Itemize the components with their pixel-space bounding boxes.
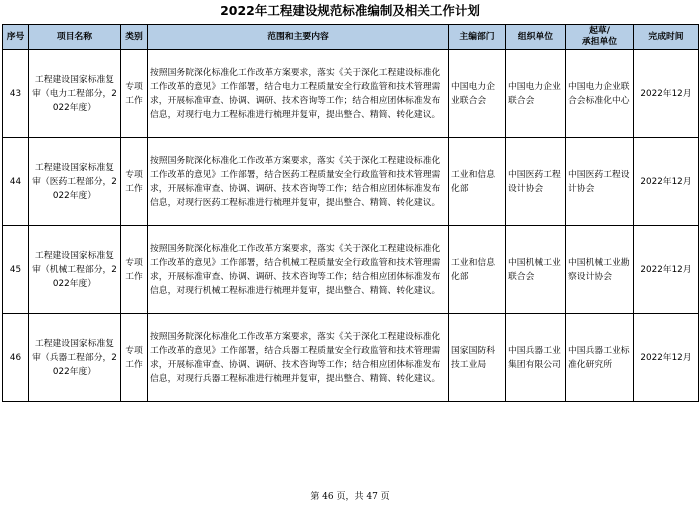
row-num: 46: [3, 314, 29, 402]
row-project-name: 工程建设国家标准复审（兵器工程部分，2022年度）: [29, 314, 121, 402]
row-scope: 按照国务院深化标准化工作改革方案要求，落实《关于深化工程建设标准化工作改革的意见》工作部署，结合兵器工程质量安全行政监管和技术管理需求，开展标准审查、协调、调研、技术咨询等工作；结合相应团体标准发布信息，对现行兵器工程标准进行梳理并复审，提出整合、精简、转化建议。: [148, 314, 449, 402]
header-dept: 主编部门: [449, 25, 506, 50]
row-category: 专项工作: [121, 138, 148, 226]
header-project: 项目名称: [29, 25, 121, 50]
row-category: 专项工作: [121, 50, 148, 138]
page-number-footer: 第 46 页，共 47 页: [310, 492, 390, 502]
table-row: [3, 138, 699, 226]
header-scope: 范围和主要内容: [148, 25, 449, 50]
row-project-name: 工程建设国家标准复审（机械工程部分，2022年度）: [29, 226, 121, 314]
row-org: 中国机械工业联合会: [506, 226, 566, 314]
row-time: 2022年12月: [634, 314, 699, 402]
row-drafter: 中国电力企业联合会标准化中心: [566, 50, 634, 138]
header-num: 序号: [3, 25, 29, 50]
row-dept: 中国电力企业联合会: [449, 50, 506, 138]
row-dept: 国家国防科技工业局: [449, 314, 506, 402]
header-time: 完成时间: [634, 25, 699, 50]
row-drafter: 中国机械工业勘察设计协会: [566, 226, 634, 314]
document-title: 2022年工程建设规范标准编制及相关工作计划: [220, 3, 480, 18]
row-time: 2022年12月: [634, 138, 699, 226]
row-dept: 工业和信息化部: [449, 138, 506, 226]
header-drafter: [566, 25, 634, 50]
row-org: 中国电力企业联合会: [506, 50, 566, 138]
work-plan-table: [2, 24, 699, 402]
table-row: [3, 50, 699, 138]
row-drafter: 中国兵器工业标准化研究所: [566, 314, 634, 402]
row-dept: 工业和信息化部: [449, 226, 506, 314]
row-time: 2022年12月: [634, 50, 699, 138]
table-row: [3, 226, 699, 314]
row-category: 专项工作: [121, 226, 148, 314]
row-scope: 按照国务院深化标准化工作改革方案要求，落实《关于深化工程建设标准化工作改革的意见》工作部署，结合电力工程质量安全行政监管和技术管理需求，开展标准审查、协调、调研、技术咨询等工作；结合相应团体标准发布信息，对现行电力工程标准进行梳理并复审，提出整合、精简、转化建议。: [148, 50, 449, 138]
header-drafter-line1: 起草/: [589, 26, 610, 36]
row-num: 45: [3, 226, 29, 314]
header-category: 类别: [121, 25, 148, 50]
table-header-row: [3, 25, 699, 50]
row-scope: 按照国务院深化标准化工作改革方案要求，落实《关于深化工程建设标准化工作改革的意见》工作部署，结合机械工程质量安全行政监管和技术管理需求，开展标准审查、协调、调研、技术咨询等工作；结合相应团体标准发布信息，对现行机械工程标准进行梳理并复审，提出整合、精简、转化建议。: [148, 226, 449, 314]
row-org: 中国医药工程设计协会: [506, 138, 566, 226]
row-time: 2022年12月: [634, 226, 699, 314]
row-project-name: 工程建设国家标准复审（医药工程部分，2022年度）: [29, 138, 121, 226]
header-org: 组织单位: [506, 25, 566, 50]
header-drafter-line2: 承担单位: [581, 37, 618, 47]
row-drafter: 中国医药工程设计协会: [566, 138, 634, 226]
row-num: 44: [3, 138, 29, 226]
row-category: 专项工作: [121, 314, 148, 402]
row-scope: 按照国务院深化标准化工作改革方案要求，落实《关于深化工程建设标准化工作改革的意见》工作部署，结合医药工程质量安全行政监管和技术管理需求，开展标准审查、协调、调研、技术咨询等工作；结合相应团体标准发布信息，对现行医药工程标准进行梳理并复审，提出整合、精简、转化建议。: [148, 138, 449, 226]
row-project-name: 工程建设国家标准复审（电力工程部分，2022年度）: [29, 50, 121, 138]
row-num: 43: [3, 50, 29, 138]
table-row: [3, 314, 699, 402]
row-org: 中国兵器工业集团有限公司: [506, 314, 566, 402]
